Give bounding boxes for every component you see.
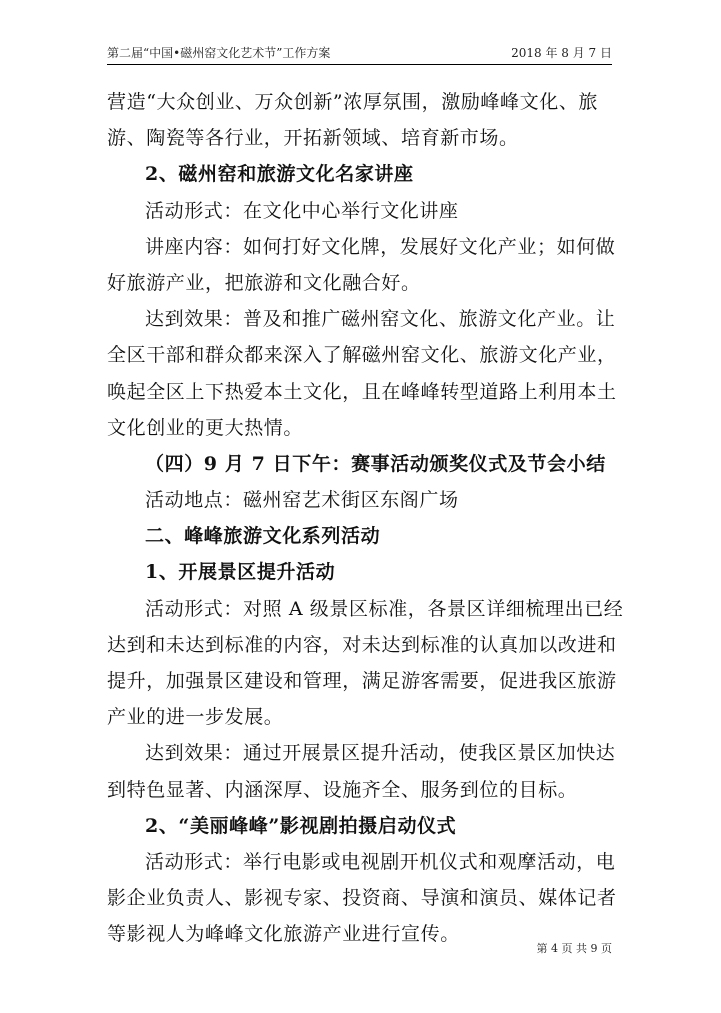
document-body bbox=[107, 84, 624, 953]
section-heading: 二、峰峰旅游文化系列活动 bbox=[145, 525, 381, 548]
page-number: 第 4 页 共 9 页 bbox=[536, 942, 612, 955]
text-line: 游、陶瓷等各行业，开拓新领域、培育新市场。 bbox=[107, 127, 519, 150]
text-line: 等影视人为峰峰文化旅游产业进行宣传。 bbox=[107, 923, 460, 946]
section-heading: （四）9 月 7 日下午：赛事活动颁奖仪式及节会小结 bbox=[145, 452, 606, 475]
text-line: 唤起全区上下热爱本土文化，且在峰峰转型道路上利用本土 bbox=[107, 380, 617, 403]
text-line: 好旅游产业，把旅游和文化融合好。 bbox=[107, 271, 421, 294]
section-heading: 1、开展景区提升活动 bbox=[145, 561, 336, 584]
text-line: 产业的进一步发展。 bbox=[107, 706, 284, 729]
page-header bbox=[107, 44, 612, 65]
text-line: 达到和未达到标准的内容，对未达到标准的认真加以改进和 bbox=[107, 633, 617, 656]
text-line: 达到效果：通过开展景区提升活动，使我区景区加快达 bbox=[145, 742, 616, 765]
text-line: 讲座内容：如何打好文化牌，发展好文化产业；如何做 bbox=[145, 235, 616, 258]
text-line: 影企业负责人、影视专家、投资商、导演和演员、媒体记者 bbox=[107, 887, 617, 910]
text-line: 活动形式：对照 A 级景区标准，各景区详细梳理出已经 bbox=[145, 597, 624, 620]
section-heading: 2、磁州窑和旅游文化名家讲座 bbox=[145, 163, 414, 186]
text-line: 活动地点：磁州窑艺术街区东阁广场 bbox=[145, 489, 459, 512]
text-line: 全区干部和群众都来深入了解磁州窑文化、旅游文化产业， bbox=[107, 344, 617, 367]
document-title: 第二届“中国•磁州窑文化艺术节”工作方案 bbox=[107, 46, 331, 60]
text-line: 活动形式：举行电影或电视剧开机仪式和观摩活动，电 bbox=[145, 850, 616, 873]
page-footer bbox=[107, 940, 612, 956]
text-line: 提升，加强景区建设和管理，满足游客需要，促进我区旅游 bbox=[107, 670, 617, 692]
text-line: 文化创业的更大热情。 bbox=[107, 416, 304, 439]
text-line: 活动形式：在文化中心举行文化讲座 bbox=[145, 199, 459, 222]
section-heading: 2、“美丽峰峰”影视剧拍摄启动仪式 bbox=[145, 814, 457, 837]
text-line: 达到效果：普及和推广磁州窑文化、旅游文化产业。让 bbox=[145, 308, 616, 331]
text-line: 营造“大众创业、万众创新”浓厚氛围，激励峰峰文化、旅 bbox=[107, 91, 599, 113]
text-line: 到特色显著、内涵深厚、设施齐全、服务到位的目标。 bbox=[107, 778, 578, 801]
document-date: 2018 年 8 月 7 日 bbox=[511, 46, 612, 60]
